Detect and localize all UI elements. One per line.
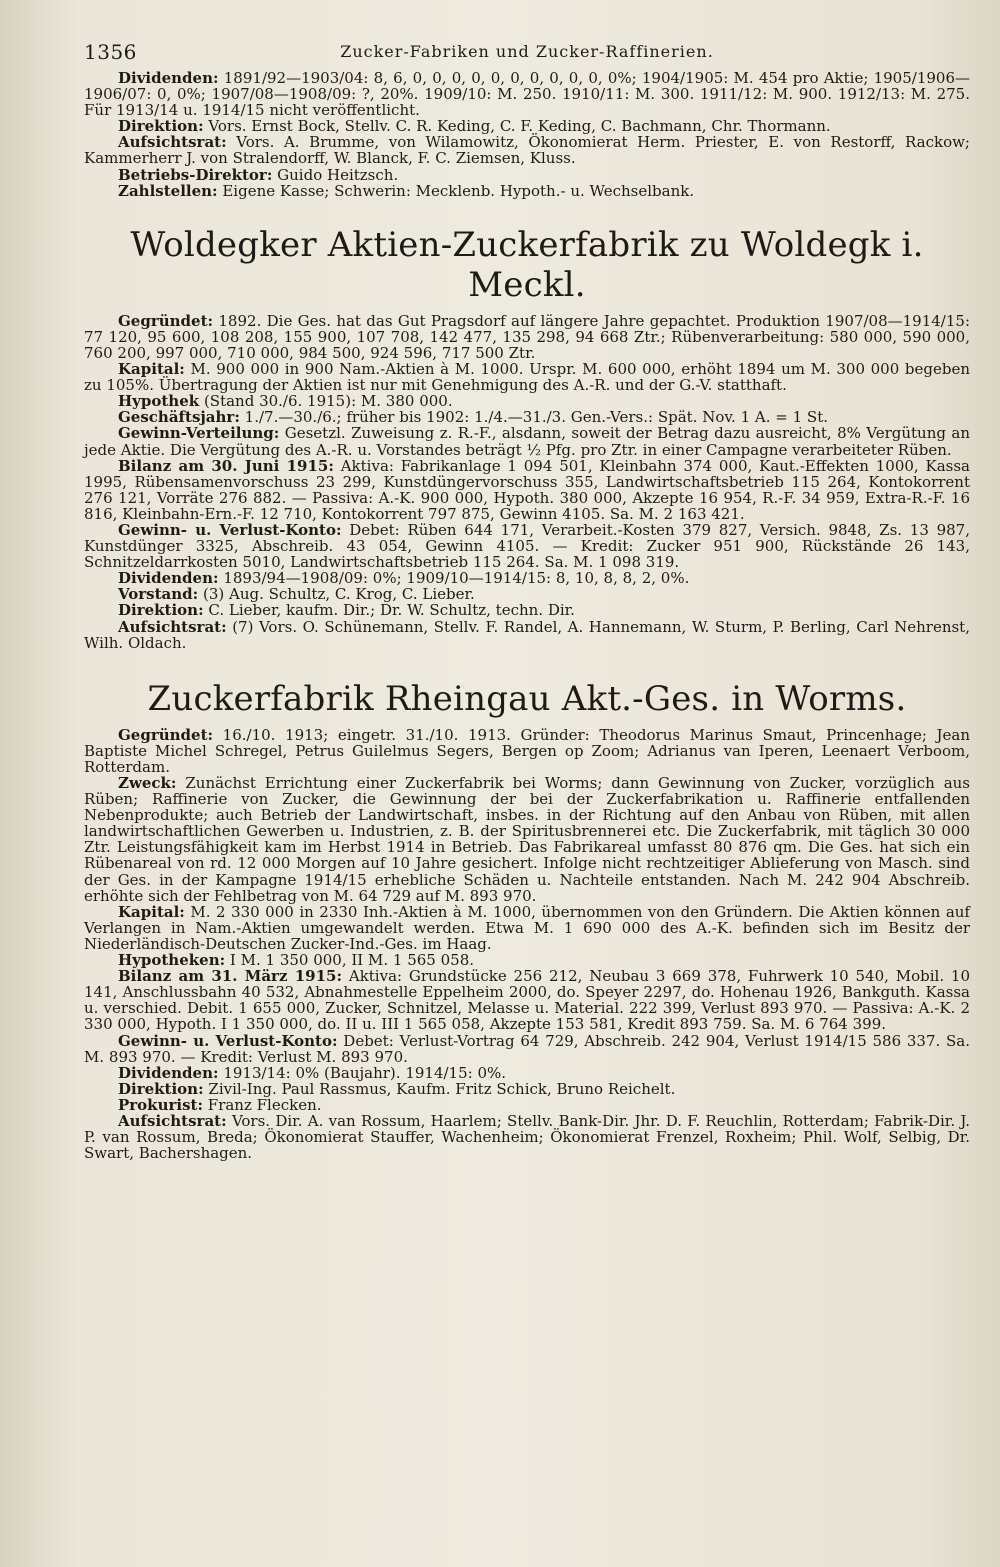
field-label: Gewinn- u. Verlust-Konto: (118, 1031, 338, 1050)
entry-rheingau (84, 679, 970, 1162)
field-text: Zunächst Errichtung einer Zuckerfabrik bei Worms; dann Gewinnung von Zucker, vorzüglich aus Rüben; Raffinerie von Zucker, die Gewinnung der bei der Zuckerfabrikation u. Raffinerie entfallenden Nebenprodukte; auch Betrieb der Landwirtschaft, insbes. in der Richtung auf den Anbau von Rüben, mit allen landwirtschaftlichen Gewerben u. Industrien, z. B. der Spiritusbrennerei etc. Die Zuckerfabrik, mit täglich 30 000 Ztr. Leistungsfähigkeit kam im Herbst 1914 in Betrieb. Das Fabrikareal umfasst 80 876 qm. Die Ges. hat sich ein Rübenareal von rd. 12 000 Morgen auf 10 Jahre gesichert. Infolge nicht rechtzeitiger Ablieferung von Masch. sind der Ges. in der Kampagne 1914/15 erhebliche Schäden u. Nachteile entstanden. Nach M. 242 904 Abschreib. erhöhte sich der Fehlbetrag von M. 64 729 auf M. 893 970. (84, 774, 970, 905)
field-label: Zahlstellen: (118, 181, 218, 200)
field-label: Gegründet: (118, 311, 214, 330)
field-label: Kapital: (118, 360, 185, 379)
entry-paragraph (84, 1033, 970, 1065)
page-number: 1356 (84, 40, 137, 64)
company-title: Zuckerfabrik Rheingau Akt.-Ges. in Worms. (147, 678, 907, 719)
field-label: Vorstand: (118, 585, 199, 604)
field-text: Franz Flecken. (207, 1095, 322, 1114)
field-text: 1./7.—30./6.; früher bis 1902: 1./4.—31./3. Gen.-Vers.: Spät. Nov. 1 A. = 1 St. (244, 408, 828, 427)
field-text: Aktiva: Fabrikanlage 1 094 501, Kleinbahn 374 000, Kaut.-Effekten 1000, Kassa 1995, Rübensamenvorschuss 23 299, Kunstdüngervorschuss 355, Landwirtschaftsbetrieb 115 264, Kontokorrent 276 121, Vorräte 276 882. — Passiva: A.-K. 900 000, Hypoth. 380 000, Akzepte 16 954, R.-F. 34 959, Extra-R.-F. 16 816, Kleinbahn-Ern.-F. 12 710, Kontokorrent 797 875, Gewinn 4105. Sa. M. 2 163 421. (84, 456, 970, 523)
entry-paragraph (84, 1113, 970, 1161)
field-label: Bilanz am 30. Juni 1915: (118, 456, 334, 475)
field-text: 1893/94—1908/09: 0%; 1909/10—1914/15: 8, 10, 8, 8, 2, 0%. (223, 569, 690, 588)
entry-paragraph (84, 952, 970, 968)
entry-paragraph (84, 70, 970, 118)
running-header (84, 40, 970, 70)
entry-paragraph (84, 570, 970, 586)
entry-paragraph (84, 602, 970, 618)
entry-paragraph (84, 409, 970, 425)
entry-paragraph (84, 619, 970, 651)
field-text: I M. 1 350 000, II M. 1 565 058. (229, 951, 475, 970)
entry-previous-company (84, 70, 970, 199)
running-title: Zucker-Fabriken und Zucker-Raffinerien. (340, 42, 714, 61)
field-label: Prokurist: (118, 1095, 203, 1114)
entry-paragraph (84, 1097, 970, 1113)
field-label: Kapital: (118, 902, 185, 921)
field-text: M. 2 330 000 in 2330 Inh.-Aktien à M. 1000, übernommen von den Gründern. Die Aktien können auf Verlangen in Nam.-Aktien umgewandelt werden. Etwa M. 1 690 000 des A.-K. befinden sich im Besitz der Niederländisch-Deutschen Zucker-Ind.-Ges. im Haag. (84, 902, 970, 953)
field-text: 1891/92—1903/04: 8, 6, 0, 0, 0, 0, 0, 0, 0, 0, 0, 0, 0%; 1904/1905: M. 454 pro Aktie; 1905/1906—1906/07: 0, 0%; 1907/08—1908/09: ?, 20%. 1909/10: M. 250. 1910/11: M. 300. 1911/12: M. 900. 1912/13: M. 275. Für 1913/14 u. 1914/15 nicht veröffentlicht. (84, 69, 970, 120)
field-text: Guido Heitzsch. (277, 165, 399, 184)
company-title: Woldegker Aktien-Zuckerfabrik zu Woldegk i. Meckl. (130, 224, 924, 305)
entry-paragraph (84, 727, 970, 775)
field-text: Gesetzl. Zuweisung z. R.-F., alsdann, soweit der Betrag dazu ausreicht, 8% Vergütung an jede Aktie. Die Vergütung des A.-R. u. Vorstandes beträgt ½ Pfg. pro Ztr. in einer Campagne verarbeiteter Rüben. (84, 424, 970, 459)
field-text: (3) Aug. Schultz, C. Krog, C. Lieber. (202, 585, 475, 604)
field-text: Eigene Kasse; Schwerin: Mecklenb. Hypoth.- u. Wechselbank. (222, 181, 695, 200)
field-text: M. 900 000 in 900 Nam.-Aktien à M. 1000. Urspr. M. 600 000, erhöht 1894 um M. 300 000 begeben zu 105%. Übertragung der Aktien ist nur mit Genehmigung des A.-R. und der G.-V. statthaft. (84, 360, 970, 395)
field-label: Geschäftsjahr: (118, 408, 240, 427)
field-label: Gegründet: (118, 725, 214, 744)
entry-paragraph (84, 522, 970, 570)
field-label: Dividenden: (118, 69, 219, 87)
field-text: (7) Vors. O. Schünemann, Stellv. F. Randel, A. Hannemann, W. Sturm, P. Berling, Carl Nehrenst, Wilh. Oldach. (84, 617, 970, 652)
entry-paragraph (84, 118, 970, 134)
field-label: Gewinn-Verteilung: (118, 424, 280, 443)
entry-paragraph (84, 775, 970, 904)
field-label: Hypothek (118, 392, 200, 411)
field-label: Aufsichtsrat: (118, 1111, 227, 1130)
entry-paragraph (84, 183, 970, 199)
entry-paragraph (84, 134, 970, 166)
entry-paragraph (84, 904, 970, 952)
entry-paragraph (84, 1081, 970, 1097)
field-text: Vors. Dir. A. van Rossum, Haarlem; Stellv. Bank-Dir. Jhr. D. F. Reuchlin, Rotterdam; Fabrik-Dir. J. P. van Rossum, Breda; Ökonomierat Stauffer, Wachenheim; Ökonomierat Frenzel, Roxheim; Phil. Wolf, Selbig, Dr. Swart, Bachershagen. (84, 1111, 970, 1163)
field-text: Debet: Verlust-Vortrag 64 729, Abschreib. 242 904, Verlust 1914/15 586 337. Sa. M. 893 970. — Kredit: Verlust M. 893 970. (84, 1031, 970, 1066)
field-text: 1913/14: 0% (Baujahr). 1914/15: 0%. (223, 1063, 507, 1082)
entry-paragraph (84, 361, 970, 393)
field-label: Dividenden: (118, 569, 219, 588)
field-text: Debet: Rüben 644 171, Verarbeit.-Kosten 379 827, Versich. 9848, Zs. 13 987, Kunstdünger 3325, Abschreib. 43 054, Gewinn 4105. — Kredit: Zucker 951 900, Rückstände 26 143, Schnitzeldarrkosten 5010, Landwirtschaftsbetrieb 115 264. Sa. M. 1 098 319. (84, 520, 970, 572)
field-text: 1892. Die Ges. hat das Gut Pragsdorf auf längere Jahre gepachtet. Produktion 1907/08—1914/15: 77 120, 95 600, 108 208, 155 900, 107 708, 142 477, 135 298, 94 668 Ztr.; Rübenverarbeitung: 580 000, 590 000, 760 200, 997 000, 710 000, 984 500, 924 596, 717 500 Ztr. (84, 311, 970, 362)
field-label: Aufsichtsrat: (118, 133, 227, 152)
field-text: Zivil-Ing. Paul Rassmus, Kaufm. Fritz Schick, Bruno Reichelt. (208, 1079, 676, 1098)
field-label: Direktion: (118, 601, 204, 620)
entry-paragraph (84, 167, 970, 183)
field-text: Aktiva: Grundstücke 256 212, Neubau 3 669 378, Fuhrwerk 10 540, Mobil. 10 141, Anschlussbahn 40 532, Abnahmestelle Eppelheim 2000, do. Speyer 2297, do. Hohenau 1926, Bankguth. Kassa u. verschied. Debit. 1 655 000, Zucker, Schnitzel, Melasse u. Material. 222 399, Verlust 893 970. — Passiva: A.-K. 2 330 000, Hypoth. I 1 350 000, do. II u. III 1 565 058, Akzepte 153 581, Kredit 893 759. Sa. M. 6 764 399. (84, 967, 970, 1034)
entry-paragraph (84, 393, 970, 409)
field-label: Hypotheken: (118, 951, 226, 970)
entry-paragraph (84, 586, 970, 602)
entry-woldegk (84, 225, 970, 651)
field-text: 16./10. 1913; eingetr. 31./10. 1913. Gründer: Theodorus Marinus Smaut, Princenhage; Jean Baptiste Michel Schregel, Petrus Guilelmus Segers, Bergen op Zoom; Adrianus van Iperen, Leenaert Verboom, Rotterdam. (84, 725, 970, 776)
entry-paragraph (84, 968, 970, 1032)
field-label: Direktion: (118, 117, 204, 136)
field-label: Zweck: (118, 774, 177, 792)
entry-paragraph (84, 1065, 970, 1081)
entry-paragraph (84, 313, 970, 361)
field-label: Bilanz am 31. März 1915: (118, 967, 343, 986)
field-text: C. Lieber, kaufm. Dir.; Dr. W. Schultz, techn. Dir. (208, 601, 575, 620)
field-label: Direktion: (118, 1079, 204, 1098)
entry-paragraph (84, 425, 970, 457)
field-label: Aufsichtsrat: (118, 617, 227, 636)
field-label: Gewinn- u. Verlust-Konto: (118, 520, 342, 539)
entry-paragraph (84, 458, 970, 522)
field-label: Betriebs-Direktor: (118, 165, 273, 184)
field-text: (Stand 30./6. 1915): M. 380 000. (203, 392, 453, 411)
field-text: Vors. Ernst Bock, Stellv. C. R. Keding, C. F. Keding, C. Bachmann, Chr. Thormann. (208, 117, 831, 136)
field-label: Dividenden: (118, 1063, 219, 1082)
field-text: Vors. A. Brumme, von Wilamowitz, Ökonomierat Herm. Priester, E. von Restorff, Rackow; Kammerherr J. von Stralendorff, W. Blanck, F. C. Ziemsen, Kluss. (84, 133, 970, 168)
